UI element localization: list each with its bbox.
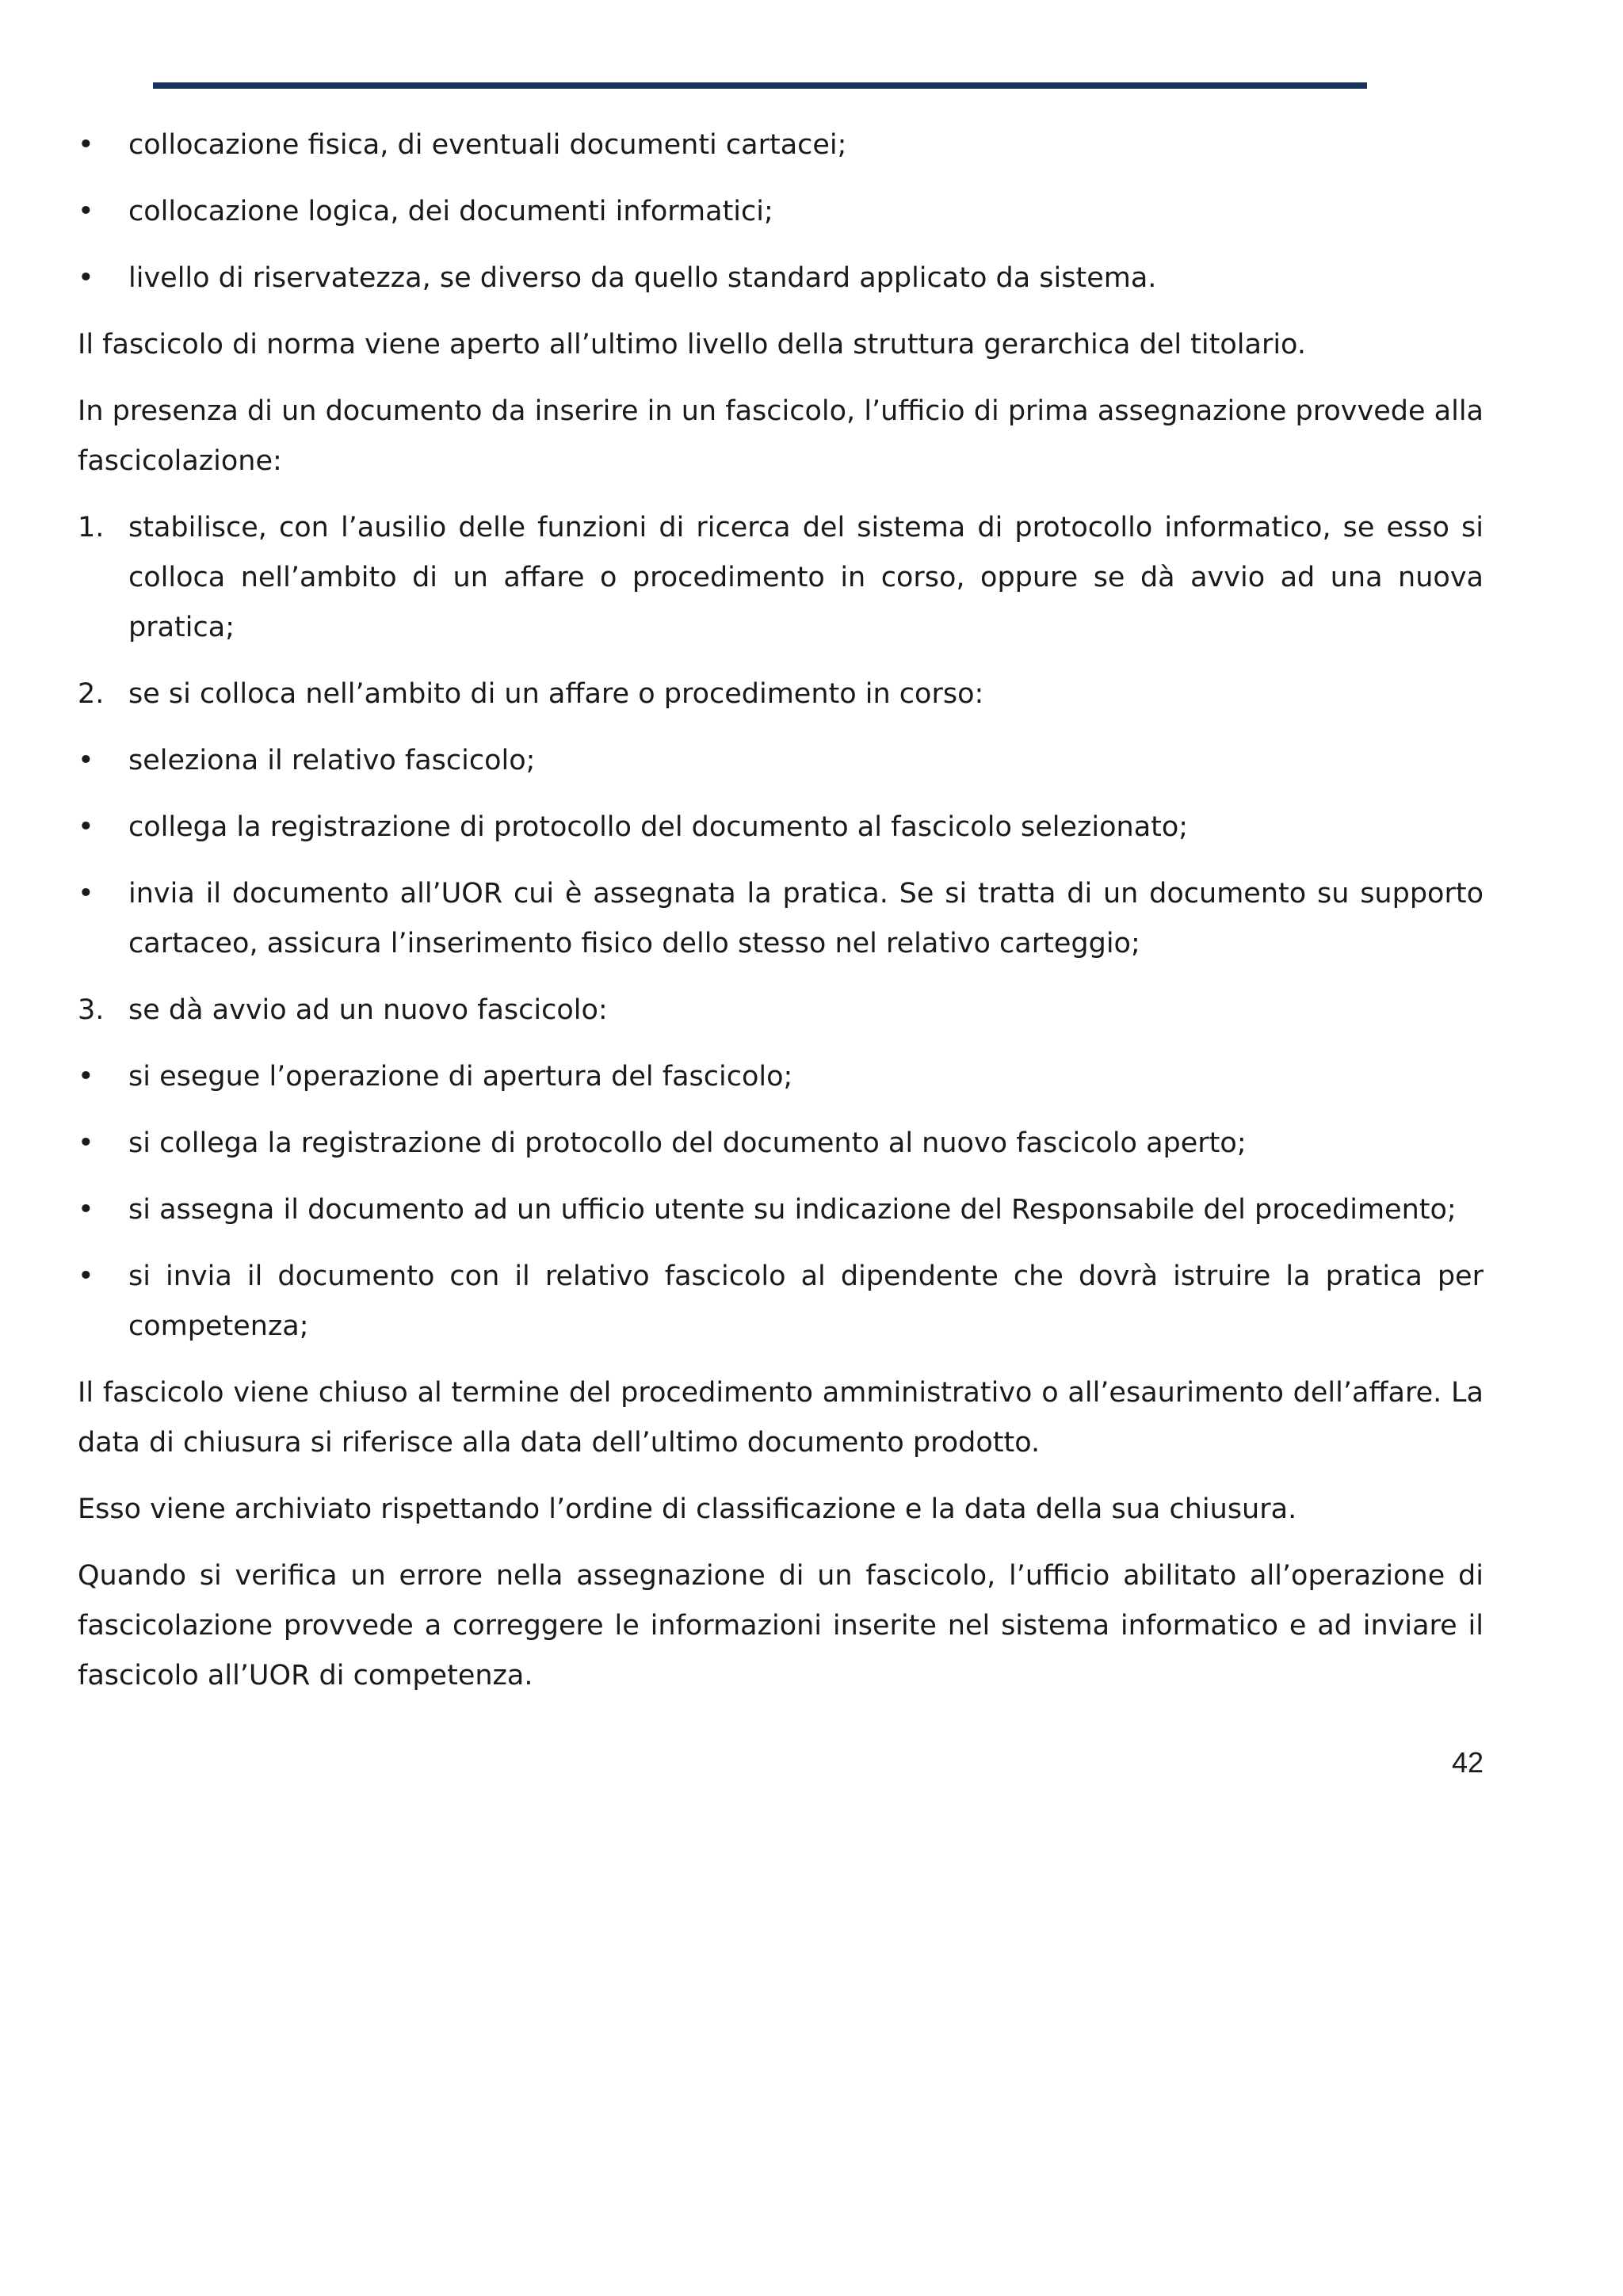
bullet-marker: •	[78, 196, 94, 227]
bullet-marker: •	[78, 811, 94, 843]
bullet-marker: •	[78, 1127, 94, 1159]
bullet-marker: •	[78, 745, 94, 776]
bullet-item	[78, 187, 1484, 237]
numbered-item	[78, 986, 1484, 1035]
numbered-item	[78, 503, 1484, 653]
bullet-item	[78, 1052, 1484, 1102]
number-marker: 3.	[78, 994, 105, 1026]
bullet-item	[78, 736, 1484, 786]
numbered-item	[78, 669, 1484, 719]
bullet-text: si assegna il documento ad un ufficio utente su indicazione del Responsabile del procedimento;	[128, 1194, 1457, 1226]
bullet-item	[78, 869, 1484, 969]
numbered-text: stabilisce, con l’ausilio delle funzioni di ricerca del sistema di protocollo informatico, se esso si colloca nell’ambito di un affare o procedimento in corso, oppure se dà avvio ad una nuova pratica;	[128, 512, 1484, 643]
header-rule	[153, 82, 1367, 89]
bullet-item	[78, 803, 1484, 852]
paragraph: In presenza di un documento da inserire in un fascicolo, l’ufficio di prima assegnazione provvede alla fascicolazione:	[78, 395, 1484, 477]
bullet-item	[78, 1185, 1484, 1235]
bullet-marker: •	[78, 262, 94, 294]
document-body	[78, 120, 1484, 1718]
bullet-marker: •	[78, 1261, 94, 1292]
bullet-text: si collega la registrazione di protocollo del documento al nuovo fascicolo aperto;	[128, 1127, 1247, 1159]
numbered-text: se si colloca nell’ambito di un affare o procedimento in corso:	[128, 678, 984, 710]
numbered-text: se dà avvio ad un nuovo fascicolo:	[128, 994, 608, 1026]
bullet-marker: •	[78, 878, 94, 910]
bullet-text: collega la registrazione di protocollo del documento al fascicolo selezionato;	[128, 811, 1189, 843]
paragraph: Il fascicolo di norma viene aperto all’ultimo livello della struttura gerarchica del titolario.	[78, 329, 1306, 360]
bullet-text: collocazione logica, dei documenti informatici;	[128, 196, 773, 227]
bullet-marker: •	[78, 1061, 94, 1093]
bullet-marker: •	[78, 1194, 94, 1226]
paragraph: Esso viene archiviato rispettando l’ordine di classificazione e la data della sua chiusura.	[78, 1493, 1297, 1525]
bullet-text: invia il documento all’UOR cui è assegnata la pratica. Se si tratta di un documento su supporto cartaceo, assicura l’inserimento fisico dello stesso nel relativo carteggio;	[128, 878, 1484, 959]
paragraph: Quando si verifica un errore nella assegnazione di un fascicolo, l’ufficio abilitato all’operazione di fascicolazione provvede a correggere le informazioni inserite nel sistema informatico e ad inviare il fascicolo all’UOR di competenza.	[78, 1560, 1484, 1691]
bullet-item	[78, 1119, 1484, 1169]
number-marker: 2.	[78, 678, 105, 710]
bullet-text: si esegue l’operazione di apertura del fascicolo;	[128, 1061, 793, 1093]
bullet-text: si invia il documento con il relativo fascicolo al dipendente che dovrà istruire la pratica per competenza;	[128, 1261, 1484, 1342]
paragraph: Il fascicolo viene chiuso al termine del procedimento amministrativo o all’esaurimento dell’affare. La data di chiusura si riferisce alla data dell’ultimo documento prodotto.	[78, 1377, 1484, 1459]
bullet-item	[78, 1252, 1484, 1352]
number-marker: 1.	[78, 512, 105, 543]
bullet-text: seleziona il relativo fascicolo;	[128, 745, 536, 776]
bullet-text: livello di riservatezza, se diverso da quello standard applicato da sistema.	[128, 262, 1157, 294]
page-number: 42	[1451, 1746, 1484, 1779]
bullet-item	[78, 120, 1484, 170]
bullet-item	[78, 254, 1484, 303]
bullet-marker: •	[78, 129, 94, 161]
bullet-text: collocazione fisica, di eventuali documenti cartacei;	[128, 129, 847, 161]
